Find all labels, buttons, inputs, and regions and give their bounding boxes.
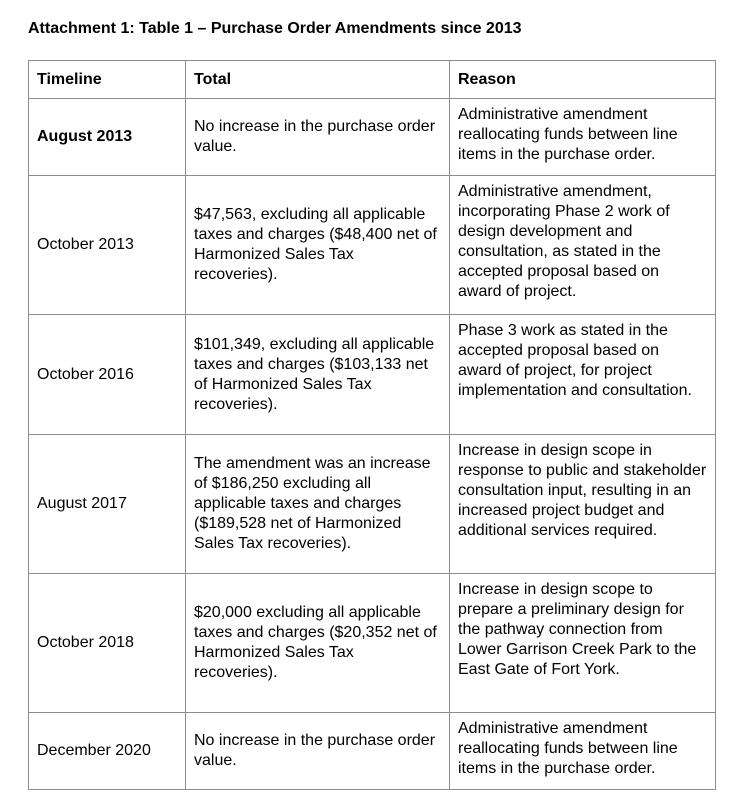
cell-reason: Increase in design scope to prepare a preliminary design for the pathway connection from Lower Garrison Creek Park to the East Gate of Fort York. bbox=[450, 574, 716, 713]
cell-reason: Increase in design scope in response to public and stakeholder consultation input, resulting in an increased project budget and additional services required. bbox=[450, 435, 716, 574]
table-row bbox=[29, 574, 716, 713]
cell-total: $47,563, excluding all applicable taxes and charges ($48,400 net of Harmonized Sales Tax recoveries). bbox=[186, 176, 450, 315]
header-total: Total bbox=[186, 61, 450, 99]
cell-total: No increase in the purchase order value. bbox=[186, 713, 450, 790]
table-row bbox=[29, 315, 716, 435]
cell-timeline: October 2016 bbox=[29, 315, 186, 435]
table-row bbox=[29, 435, 716, 574]
table-row bbox=[29, 713, 716, 790]
cell-reason: Phase 3 work as stated in the accepted proposal based on award of project, for project implementation and consultation. bbox=[450, 315, 716, 435]
amendments-table bbox=[28, 60, 716, 790]
table-header-row bbox=[29, 61, 716, 99]
cell-reason: Administrative amendment, incorporating Phase 2 work of design development and consultation, as stated in the accepted proposal based on award of project. bbox=[450, 176, 716, 315]
header-timeline: Timeline bbox=[29, 61, 186, 99]
cell-timeline: August 2013 bbox=[29, 99, 186, 176]
cell-reason: Administrative amendment reallocating funds between line items in the purchase order. bbox=[450, 713, 716, 790]
cell-total: $101,349, excluding all applicable taxes and charges ($103,133 net of Harmonized Sales Tax recoveries). bbox=[186, 315, 450, 435]
table-title: Attachment 1: Table 1 – Purchase Order Amendments since 2013 bbox=[28, 20, 522, 37]
table-row bbox=[29, 176, 716, 315]
cell-total: $20,000 excluding all applicable taxes and charges ($20,352 net of Harmonized Sales Tax recoveries). bbox=[186, 574, 450, 713]
cell-timeline: October 2013 bbox=[29, 176, 186, 315]
cell-timeline: December 2020 bbox=[29, 713, 186, 790]
cell-timeline: October 2018 bbox=[29, 574, 186, 713]
table-row bbox=[29, 99, 716, 176]
header-reason: Reason bbox=[450, 61, 716, 99]
cell-total: No increase in the purchase order value. bbox=[186, 99, 450, 176]
cell-timeline: August 2017 bbox=[29, 435, 186, 574]
cell-total: The amendment was an increase of $186,250 excluding all applicable taxes and charges ($189,528 net of Harmonized Sales Tax recoveries). bbox=[186, 435, 450, 574]
cell-reason: Administrative amendment reallocating funds between line items in the purchase order. bbox=[450, 99, 716, 176]
